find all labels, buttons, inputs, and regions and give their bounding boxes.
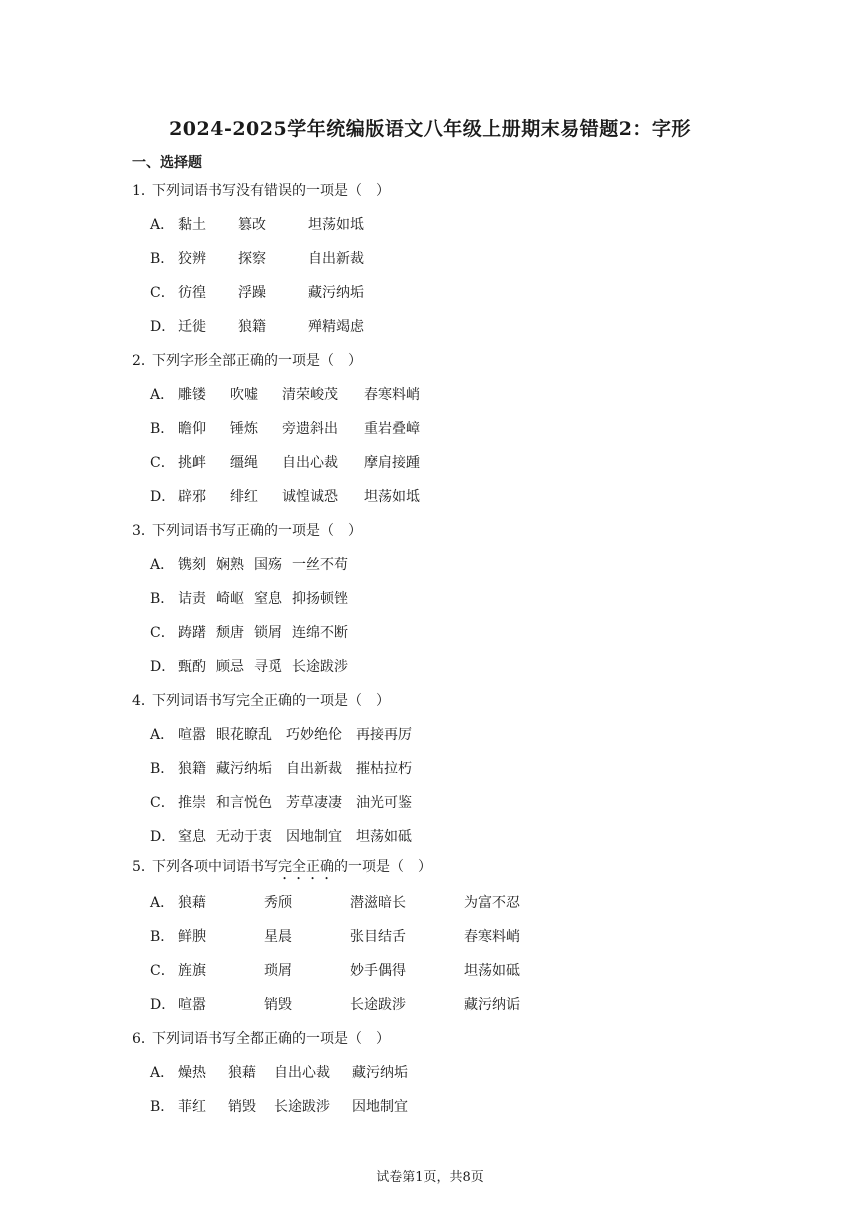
word: 殚精竭虑	[308, 319, 364, 335]
question-4-stem: 4．下列词语书写完全正确的一项是（ ）	[132, 693, 390, 709]
word: 无动于衷	[216, 829, 272, 845]
option-row: D． 辟邪 绯红 诚惶诚恐 坦荡如坻	[150, 486, 178, 506]
word: 锁屑	[254, 625, 282, 641]
word: 探察	[238, 251, 266, 267]
word: 藏污纳垢	[308, 285, 364, 301]
word: 雕镂	[178, 387, 206, 403]
word: 销毁	[264, 997, 292, 1013]
word: 燥热	[178, 1065, 206, 1081]
question-3-stem: 3．下列词语书写正确的一项是（ ）	[132, 523, 362, 539]
word: 因地制宜	[352, 1099, 408, 1115]
option-row: A． 狼藉 秀颀 潜滋暗长 为富不忍	[150, 892, 178, 912]
word: 连绵不断	[292, 625, 348, 641]
option-row: A． 黏土 篡改 坦荡如坻	[150, 214, 178, 234]
word: 旌旗	[178, 963, 206, 979]
word: 旁遗斜出	[282, 421, 338, 437]
word: 重岩叠嶂	[364, 421, 420, 437]
option-row: B． 狡辨 探察 自出新裁	[150, 248, 178, 268]
option-row: B． 诘责 崎岖 窒息 抑扬顿锉	[150, 588, 178, 608]
option-row: C． 踌躇 颓唐 锁屑 连绵不断	[150, 622, 178, 642]
word: 寻觅	[254, 659, 282, 675]
word: 窒息	[254, 591, 282, 607]
word: 自出新裁	[286, 761, 342, 777]
word: 琐屑	[264, 963, 292, 979]
word: 一丝不苟	[292, 557, 348, 573]
word: 窒息	[178, 829, 206, 845]
word: 诚惶诚恐	[282, 489, 338, 505]
word: 长途跋涉	[292, 659, 348, 675]
word: 狼藉	[228, 1065, 256, 1081]
option-row: C． 挑衅 缰绳 自出心裁 摩肩接踵	[150, 452, 178, 472]
word: 眼花瞭乱	[216, 727, 272, 743]
word: 再接再厉	[356, 727, 412, 743]
option-row: B． 狼籍 藏污纳垢 自出新裁 摧枯拉朽	[150, 758, 178, 778]
word: 春寒料峭	[364, 387, 420, 403]
word: 坦荡如砥	[356, 829, 412, 845]
word: 迁徙	[178, 319, 206, 335]
word: 黏土	[178, 217, 206, 233]
word: 销毁	[228, 1099, 256, 1115]
word: 踌躇	[178, 625, 206, 641]
word: 清荣峻茂	[282, 387, 338, 403]
option-row: A． 雕镂 吹嘘 清荣峻茂 春寒料峭	[150, 384, 178, 404]
word: 长途跋涉	[350, 997, 406, 1013]
word: 缰绳	[230, 455, 258, 471]
word: 摩肩接踵	[364, 455, 420, 471]
word: 秀颀	[264, 895, 292, 911]
option-row: B． 瞻仰 锤炼 旁遗斜出 重岩叠嶂	[150, 418, 178, 438]
word: 喧嚣	[178, 727, 206, 743]
word: 狼藉	[178, 895, 206, 911]
question-1-stem: 1．下列词语书写没有错误的一项是（ ）	[132, 183, 390, 199]
word: 浮躁	[238, 285, 266, 301]
word: 星晨	[264, 929, 292, 945]
word: 巧妙绝伦	[286, 727, 342, 743]
word: 鲜腴	[178, 929, 206, 945]
option-row: C． 推崇 和言悦色 芳草凄凄 油光可鉴	[150, 792, 178, 812]
word: 妙手偶得	[350, 963, 406, 979]
word: 春寒料峭	[464, 929, 520, 945]
word: 藏污纳垢	[216, 761, 272, 777]
option-row: C． 彷徨 浮躁 藏污纳垢	[150, 282, 178, 302]
question-2-stem: 2．下列字形全部正确的一项是（ ）	[132, 353, 362, 369]
word: 颓唐	[216, 625, 244, 641]
word: 藏污纳诟	[464, 997, 520, 1013]
word: 因地制宜	[286, 829, 342, 845]
option-row: D． 喧嚣 销毁 长途跋涉 藏污纳诟	[150, 994, 178, 1014]
word: 藏污纳垢	[352, 1065, 408, 1081]
question-5-stem: 5．下列各项中词语书写完全正确的一项是（ ）	[132, 859, 432, 875]
word: 自出心裁	[282, 455, 338, 471]
word: 篡改	[238, 217, 266, 233]
option-row: B． 菲红 销毁 长途跋涉 因地制宜	[150, 1096, 178, 1116]
word: 摧枯拉朽	[356, 761, 412, 777]
word: 狡辨	[178, 251, 206, 267]
word: 喧嚣	[178, 997, 206, 1013]
option-row: D． 甄酌 顾忌 寻觅 长途跋涉	[150, 656, 178, 676]
page-title: 2024-2025学年统编版语文八年级上册期末易错题2：字形	[169, 118, 691, 140]
option-row: B． 鲜腴 星晨 张目结舌 春寒料峭	[150, 926, 178, 946]
word: 崎岖	[216, 591, 244, 607]
word: 吹嘘	[230, 387, 258, 403]
page-footer: 试卷第1页，共8页	[376, 1170, 484, 1185]
word: 油光可鉴	[356, 795, 412, 811]
option-row: D． 窒息 无动于衷 因地制宜 坦荡如砥	[150, 826, 178, 846]
question-6-stem: 6．下列词语书写全都正确的一项是（ ）	[132, 1031, 390, 1047]
section-heading: 一、选择题	[132, 155, 202, 171]
word: 长途跋涉	[274, 1099, 330, 1115]
word: 潜滋暗长	[350, 895, 406, 911]
word: 推崇	[178, 795, 206, 811]
word: 坦荡如坻	[364, 489, 420, 505]
word: 和言悦色	[216, 795, 272, 811]
word: 菲红	[178, 1099, 206, 1115]
word: 辟邪	[178, 489, 206, 505]
word: 为富不忍	[464, 895, 520, 911]
word: 顾忌	[216, 659, 244, 675]
word: 绯红	[230, 489, 258, 505]
word: 狼籍	[178, 761, 206, 777]
option-row: A． 喧嚣 眼花瞭乱 巧妙绝伦 再接再厉	[150, 724, 178, 744]
word: 抑扬顿锉	[292, 591, 348, 607]
option-row: A． 燥热 狼藉 自出心裁 藏污纳垢	[150, 1062, 178, 1082]
option-row: A． 镌刻 娴熟 国殇 一丝不苟	[150, 554, 178, 574]
word: 锤炼	[230, 421, 258, 437]
word: 彷徨	[178, 285, 206, 301]
word: 娴熟	[216, 557, 244, 573]
word: 甄酌	[178, 659, 206, 675]
word: 坦荡如砥	[464, 963, 520, 979]
word: 自出心裁	[274, 1065, 330, 1081]
word: 诘责	[178, 591, 206, 607]
word: 张目结舌	[350, 929, 406, 945]
option-row: C． 旌旗 琐屑 妙手偶得 坦荡如砥	[150, 960, 178, 980]
option-row: D． 迁徙 狼籍 殚精竭虑	[150, 316, 178, 336]
word: 自出新裁	[308, 251, 364, 267]
word: 镌刻	[178, 557, 206, 573]
word: 瞻仰	[178, 421, 206, 437]
word: 芳草凄凄	[286, 795, 342, 811]
word: 挑衅	[178, 455, 206, 471]
emphasized-text: 完全正确	[278, 859, 334, 875]
word: 狼籍	[238, 319, 266, 335]
word: 坦荡如坻	[308, 217, 364, 233]
word: 国殇	[254, 557, 282, 573]
